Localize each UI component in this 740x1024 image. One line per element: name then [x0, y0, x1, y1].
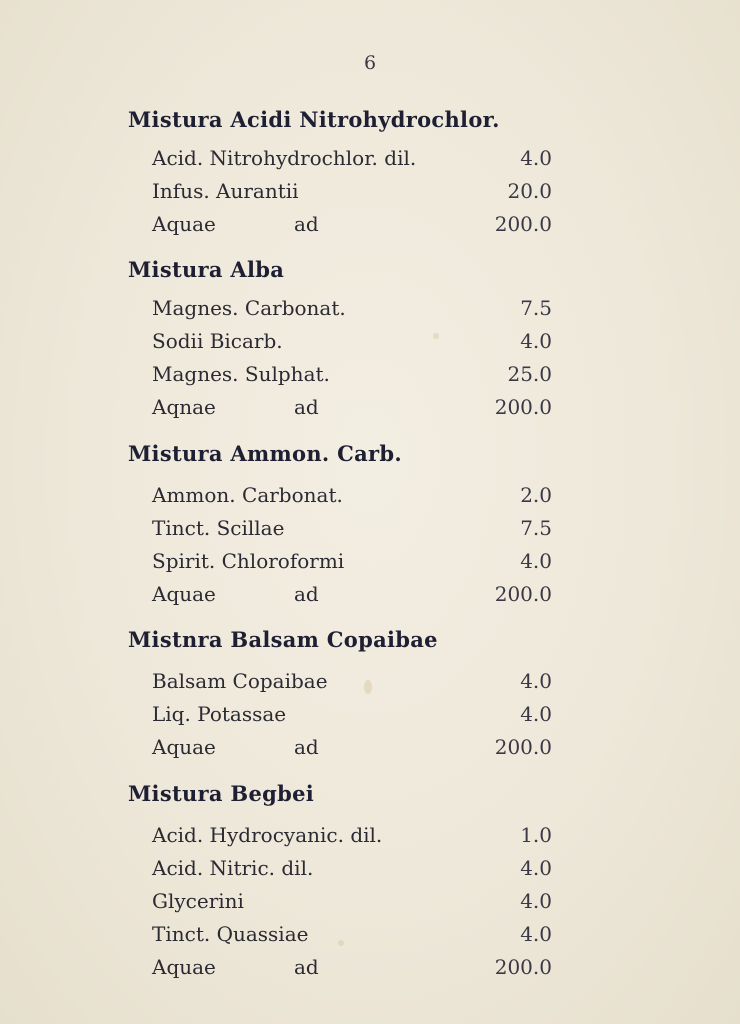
recipe-section — [128, 780, 558, 979]
ingredient-name: Aquae ad — [152, 951, 216, 984]
recipe-title: Mistura Begbei — [128, 781, 315, 806]
ingredient-row — [128, 292, 558, 325]
ad-marker: ad — [294, 582, 319, 606]
ingredient-row — [128, 358, 558, 391]
ingredient-name: Liq. Potassae — [152, 702, 287, 726]
recipe-title: Mistura Alba — [128, 257, 285, 282]
recipe-section — [128, 626, 558, 759]
ingredient-row — [128, 918, 558, 951]
ingredient-name: Spirit. Chloroformi — [152, 549, 345, 573]
ad-marker: ad — [294, 735, 319, 759]
ingredient-row — [128, 479, 558, 512]
ingredient-row — [128, 512, 558, 545]
ingredient-row — [128, 578, 558, 611]
ingredient-quantity: 200.0 — [494, 395, 552, 419]
ingredient-name: Sodii Bicarb. — [152, 329, 283, 353]
ingredient-quantity: 4.0 — [520, 889, 552, 913]
ingredient-quantity: 7.5 — [520, 516, 552, 540]
ingredient-quantity: 4.0 — [520, 702, 552, 726]
ingredient-quantity: 200.0 — [494, 212, 552, 236]
ingredient-name: Magnes. Sulphat. — [152, 362, 330, 386]
ingredient-name: Ammon. Carbonat. — [152, 483, 343, 507]
ingredient-row — [128, 325, 558, 358]
ingredient-name: Tinct. Quassiae — [152, 922, 309, 946]
ingredient-row — [128, 819, 558, 852]
ingredient-quantity: 4.0 — [520, 856, 552, 880]
ingredient-name: Acid. Nitric. dil. — [152, 856, 314, 880]
ingredient-name: Magnes. Carbonat. — [152, 296, 346, 320]
ingredient-name: Aqnae ad — [152, 391, 216, 424]
ingredient-quantity: 4.0 — [520, 329, 552, 353]
ingredient-quantity: 1.0 — [520, 823, 552, 847]
ingredient-row — [128, 545, 558, 578]
ingredient-row — [128, 731, 558, 764]
recipe-section — [128, 256, 558, 419]
ingredient-quantity: 4.0 — [520, 146, 552, 170]
ingredient-quantity: 20.0 — [507, 179, 552, 203]
ingredient-quantity: 200.0 — [494, 955, 552, 979]
ingredient-row — [128, 698, 558, 731]
recipe-title: Mistura Ammon. Carb. — [128, 441, 403, 466]
ingredient-name: Glycerini — [152, 889, 244, 913]
ad-marker: ad — [294, 395, 319, 419]
ingredient-row — [128, 208, 558, 241]
ingredient-quantity: 4.0 — [520, 549, 552, 573]
ingredient-row — [128, 951, 558, 984]
recipe-title: Mistnra Balsam Copaibae — [128, 627, 438, 652]
page-number: 6 — [363, 52, 377, 74]
ingredient-quantity: 4.0 — [520, 669, 552, 693]
ingredient-name: Acid. Nitrohydrochlor. dil. — [152, 146, 417, 170]
ingredient-row — [128, 885, 558, 918]
ingredient-name: Tinct. Scillae — [152, 516, 285, 540]
ingredient-name: Aquae ad — [152, 731, 216, 764]
ingredient-quantity: 25.0 — [507, 362, 552, 386]
ingredient-name: Acid. Hydrocyanic. dil. — [152, 823, 383, 847]
ingredient-name: Balsam Copaibae — [152, 669, 328, 693]
ingredient-name: Aquae ad — [152, 208, 216, 241]
ingredient-quantity: 2.0 — [520, 483, 552, 507]
ad-marker: ad — [294, 212, 319, 236]
ingredient-name: Infus. Aurantii — [152, 179, 299, 203]
ingredient-quantity: 7.5 — [520, 296, 552, 320]
ingredient-row — [128, 852, 558, 885]
ingredient-quantity: 4.0 — [520, 922, 552, 946]
ingredient-row — [128, 142, 558, 175]
recipe-title: Mistura Acidi Nitrohydrochlor. — [128, 107, 500, 132]
ingredient-name: Aquae ad — [152, 578, 216, 611]
ingredient-quantity: 200.0 — [494, 582, 552, 606]
recipe-section — [128, 440, 558, 606]
ad-marker: ad — [294, 955, 319, 979]
ingredient-row — [128, 175, 558, 208]
ingredient-quantity: 200.0 — [494, 735, 552, 759]
ingredient-row — [128, 391, 558, 424]
recipe-section — [128, 106, 558, 236]
ingredient-row — [128, 665, 558, 698]
